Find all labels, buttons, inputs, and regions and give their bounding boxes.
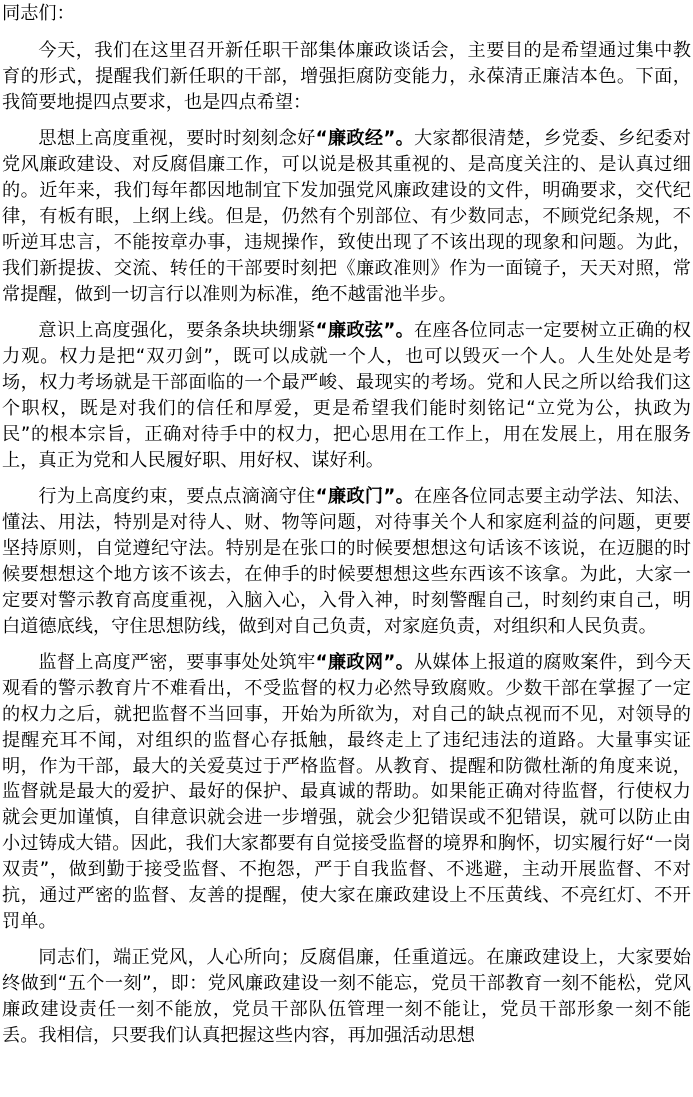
paragraph-closing [2, 945, 691, 1049]
paragraph-point-1 [2, 126, 691, 307]
point-lead: 监督上高度严密，要事事处处筑牢 [38, 651, 316, 673]
paragraph-text: 在座各位同志要主动学法、知法、懂法、用法，特别是对待人、财、物等问题，对待事关个人和家庭利益的问题，更要坚持原则，自觉遵纪守法。特别是在张口的时候要想想这句话该不该说，在迈腿的时候要想想这个地方该不该去，在伸手的时候要想想这些东西该不该拿。为此，大家一定要对警示教育高度重视，入脑入心，入骨入神，时刻警醒自己，时刻约束自己，明白道德底线，守住思想防线，做到对自己负责，对家庭负责，对组织和人民负责。 [2, 486, 691, 637]
paragraph-text: 大家都很清楚，乡党委、乡纪委对党风廉政建设、对反腐倡廉工作，可以说是极其重视的、是高度关注的、是认真过细的。近年来，我们每年都因地制宜下发加强党风廉政建设的文件，明确要求，交代纪律，有板有眼，上纲上线。但是，仍然有个别部位、有少数同志，不顾党纪条规，不听逆耳忠言，不能按章办事，违规操作，致使出现了不该出现的现象和问题。为此，我们新提拔、交流、转任的干部要时刻把《廉政准则》作为一面镜子，天天对照，常常提醒，做到一切言行以准则为标准，绝不越雷池半步。 [2, 128, 691, 305]
point-lead: 思想上高度重视，要时时刻刻念好 [38, 128, 316, 150]
point-keyword: “廉政门”。 [315, 486, 415, 507]
paragraph-point-4 [2, 650, 691, 935]
point-lead: 行为上高度约束，要点点滴滴守住 [38, 486, 316, 507]
paragraph-text: 从媒体上报道的腐败案件，到今天观看的警示教育片不难看出，不受监督的权力必然导致腐败。少数干部在掌握了一定的权力之后，就把监督不当回事，开始为所欲为，对自己的缺点视而不见，对领导的提醒充耳不闻，对组织的监督心存抵触，最终走上了违纪违法的道路。大量事实证明，作为干部，最大的关爱莫过于严格监督。从教育、提醒和防微杜渐的角度来说，监督就是最大的爱护、最好的保护、最真诚的帮助。如果能正确对待监督，行使权力就会更加谨慎，自律意识就会进一步增强，就会少犯错误或不犯错误，就可以防止由小过铸成大错。因此，我们大家都要有自觉接受监督的境界和胸怀，切实履行好“一岗双责”，做到勤于接受监督、不抱怨，严于自我监督、不逃避，主动开展监督、不对抗，通过严密的监督、友善的提醒，使大家在廉政建设上不压黄线、不亮红灯、不开罚单。 [2, 651, 691, 932]
point-keyword: “廉政弦”。 [315, 320, 415, 342]
paragraph-point-3 [2, 484, 691, 639]
paragraph-point-2 [2, 318, 691, 473]
point-lead: 意识上高度强化，要条条块块绷紧 [38, 320, 316, 342]
paragraph-text: 今天，我们在这里召开新任职干部集体廉政谈话会，主要目的是希望通过集中教育的形式，提醒我们新任职的干部，增强拒腐防变能力，永葆清正廉洁本色。下面，我简要地提四点要求，也是四点希望： [2, 40, 691, 113]
paragraph-intro [2, 38, 691, 116]
point-keyword: “廉政网”。 [315, 651, 415, 673]
paragraph-text: 同志们，端正党风，人心所向；反腐倡廉，任重道远。在廉政建设上，大家要始终做到“五个一刻”，即：党风廉政建设一刻不能忘，党员干部教育一刻不能松，党风廉政建设责任一刻不能放，党员干部队伍管理一刻不能让，党员干部形象一刻不能丢。我相信，只要我们认真把握这些内容，再加强活动思想 [2, 947, 691, 1047]
paragraph-text: 在座各位同志一定要树立正确的权力观。权力是把“双刃剑”，既可以成就一个人，也可以毁灭一个人。人生处处是考场，权力考场就是干部面临的一个最严峻、最现实的考场。党和人民之所以给我们这个职权，既是对我们的信任和厚爱，更是希望我们能时刻铭记“立党为公，执政为民”的根本宗旨，正确对待手中的权力，把心思用在工作上，用在发展上，用在服务上，真正为党和人民履好职、用好权、谋好利。 [2, 320, 691, 471]
greeting: 同志们： [2, 3, 75, 24]
point-keyword: “廉政经”。 [315, 128, 415, 150]
document-page [2, 0, 691, 1049]
